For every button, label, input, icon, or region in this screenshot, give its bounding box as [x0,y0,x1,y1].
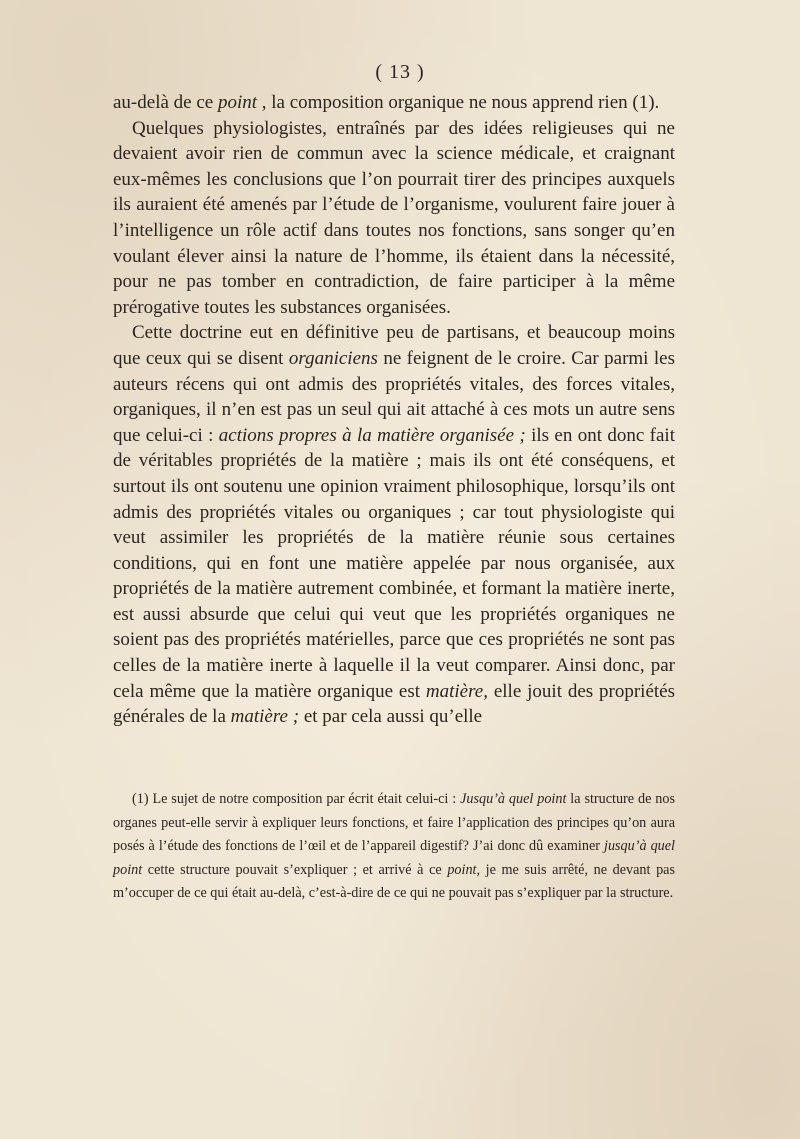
text-run: ne feignent de le croire. Car parmi les auteurs récens qui ont admis des propriétés vitales, des forces vitales, organiques, il n’en est pas un seul qui ait attaché à ces mots un autre sens que celui-ci : [113,347,675,446]
italic-term: matière, [425,680,488,702]
body-text [113,90,675,730]
text-run: elle jouit des propriétés générales de la [113,680,675,728]
italic-term: point [217,92,258,113]
text-run: cette structure pouvait s’expliquer ; et arrivé à ce [142,861,448,878]
text-run: Quelques physiologistes, entraînés par des idées religieuses qui ne devaient avoir rien de commun avec la science médicale, et craignant eux-mêmes les conclusions que l’on pourrait tirer des principes auxquels ils auraient été amenés par l’étude de l’organisme, voulurent faire jouer à l’intelligence un rôle actif dans toutes nos fonctions, sans songer qu’en voulant élever ainsi la nature de l’homme, ils étaient dans la nécessité, pour ne pas tomber en contradiction, de faire participer à la même prérogative toutes les substances organisées. [113,117,675,318]
text-run: la structure de nos organes peut-elle servir à expliquer leurs fonctions, et faire l’application des principes qu’on aura posés à l’étude des fonctions de l’œil et de l’appareil digestif? J’ai donc dû examiner [113,791,675,855]
footnote [113,788,675,906]
paragraph-doctrine [113,320,675,730]
italic-term: organiciens [288,347,378,369]
text-run: je me suis arrêté, ne devant pas m’occuper de ce qui était au-delà, c’est-à-dire de ce qui ne pouvait pas s’expliquer par la structure. [113,861,675,902]
text-run: et par cela aussi qu’elle [299,706,483,728]
text-run: , la composition organique ne nous apprend rien (1). [257,92,660,113]
italic-term: point, [447,861,481,878]
footnote-text [113,788,675,906]
text-run: (1) Le sujet de notre composition par écrit était celui-ci : [132,791,461,807]
text-run: Cette doctrine eut en définitive peu de partisans, et beaucoup moins que ceux qui se disent [113,322,675,369]
paragraph-physiologists [113,116,675,321]
text-run: ils en ont donc fait de véritables propriétés de la matière ; mais ils ont été conséquens, et surtout ils ont soutenu une opinion vraiment philosophique, lorsqu’ils ont admis des propriétés vitales ou organiques ; car tout physiologiste qui veut assimiler les propriétés de la matière réunie sous certaines conditions, qui en font une matière appelée par nous organisée, aux propriétés de la matière autrement combinée, et formant la matière inerte, est aussi absurde que celui qui veut que les propriétés organiques ne soient pas des propriétés matérielles, parce que ces propriétés ne sont pas celles de la matière inerte à laquelle il la veut comparer. Ainsi donc, par cela même que la matière organique est [113,424,675,702]
italic-term: jusqu’à quel point [113,838,675,878]
text-run: au-delà de ce [113,92,218,113]
page-number: ( 13 ) [375,61,425,83]
paragraph-continuation [113,90,675,116]
italic-term: matière ; [230,706,300,728]
italic-term: actions propres à la matière organisée ; [218,424,526,446]
italic-term: Jusqu’à quel point [460,791,567,807]
